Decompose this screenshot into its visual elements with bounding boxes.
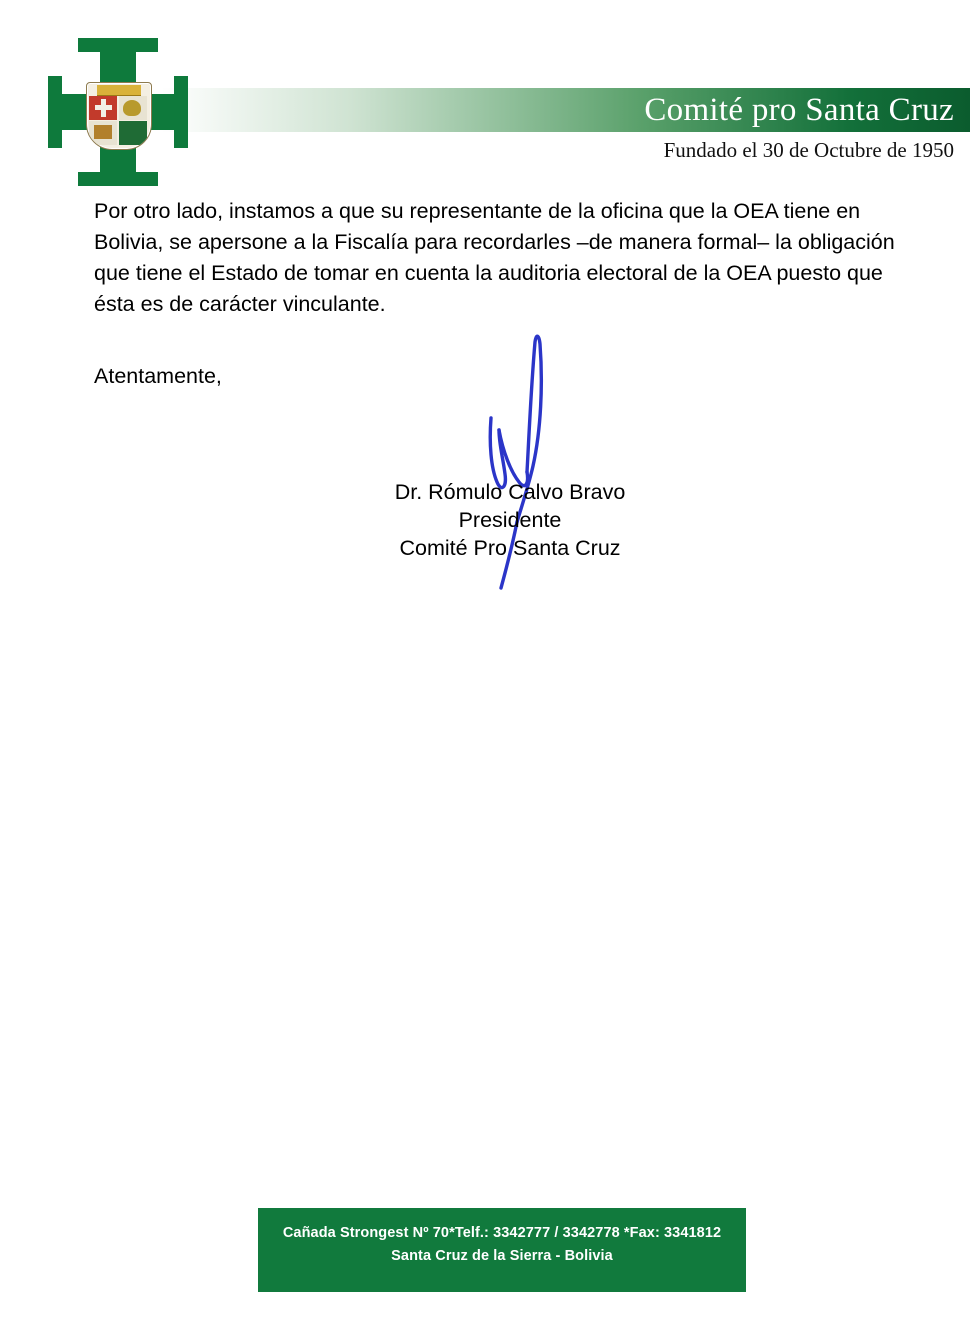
footer-contact-bar: [258, 1208, 746, 1292]
handwritten-signature-icon: [455, 326, 585, 611]
footer-address-line: Cañada Strongest Nº 70*Telf.: 3342777 / 3342778 *Fax: 3341812: [282, 1225, 722, 1241]
cross-cap-top: [78, 38, 158, 52]
signatory-role: Presidente: [458, 508, 562, 532]
coat-of-arms-shield-icon: [86, 82, 152, 150]
organization-title: Comité pro Santa Cruz: [644, 92, 954, 128]
cross-cap-right: [174, 76, 188, 148]
signatory-name: Dr. Rómulo Calvo Bravo: [394, 480, 626, 504]
letterhead: [0, 0, 980, 190]
organization-founded-date: Fundado el 30 de Octubre de 1950: [663, 138, 954, 162]
letter-body: [94, 196, 926, 320]
signature-block: [300, 478, 720, 562]
shield-cross-horizontal: [95, 105, 112, 110]
footer-city-line: Santa Cruz de la Sierra - Bolivia: [391, 1248, 613, 1264]
shield-castle-charge: [94, 125, 112, 139]
letter-paragraph: Por otro lado, instamos a que su representante de la oficina que la OEA tiene en Bolivia, se apersone a la Fiscalía para recordarles –de manera formal– la obligación que tiene el Estado de tomar en cuenta la auditoria electoral de la OEA puesto que ésta es de carácter vinculante.: [94, 199, 895, 316]
signatory-organization: Comité Pro Santa Cruz: [399, 536, 621, 560]
cross-cap-left: [48, 76, 62, 148]
shield-crown: [97, 85, 141, 96]
shield-lion-charge: [123, 100, 141, 116]
cross-cap-bottom: [78, 172, 158, 186]
letter-closing: Atentamente,: [94, 364, 222, 388]
shield-quarter-4: [119, 121, 147, 145]
green-cross-with-shield-icon: [48, 38, 188, 186]
